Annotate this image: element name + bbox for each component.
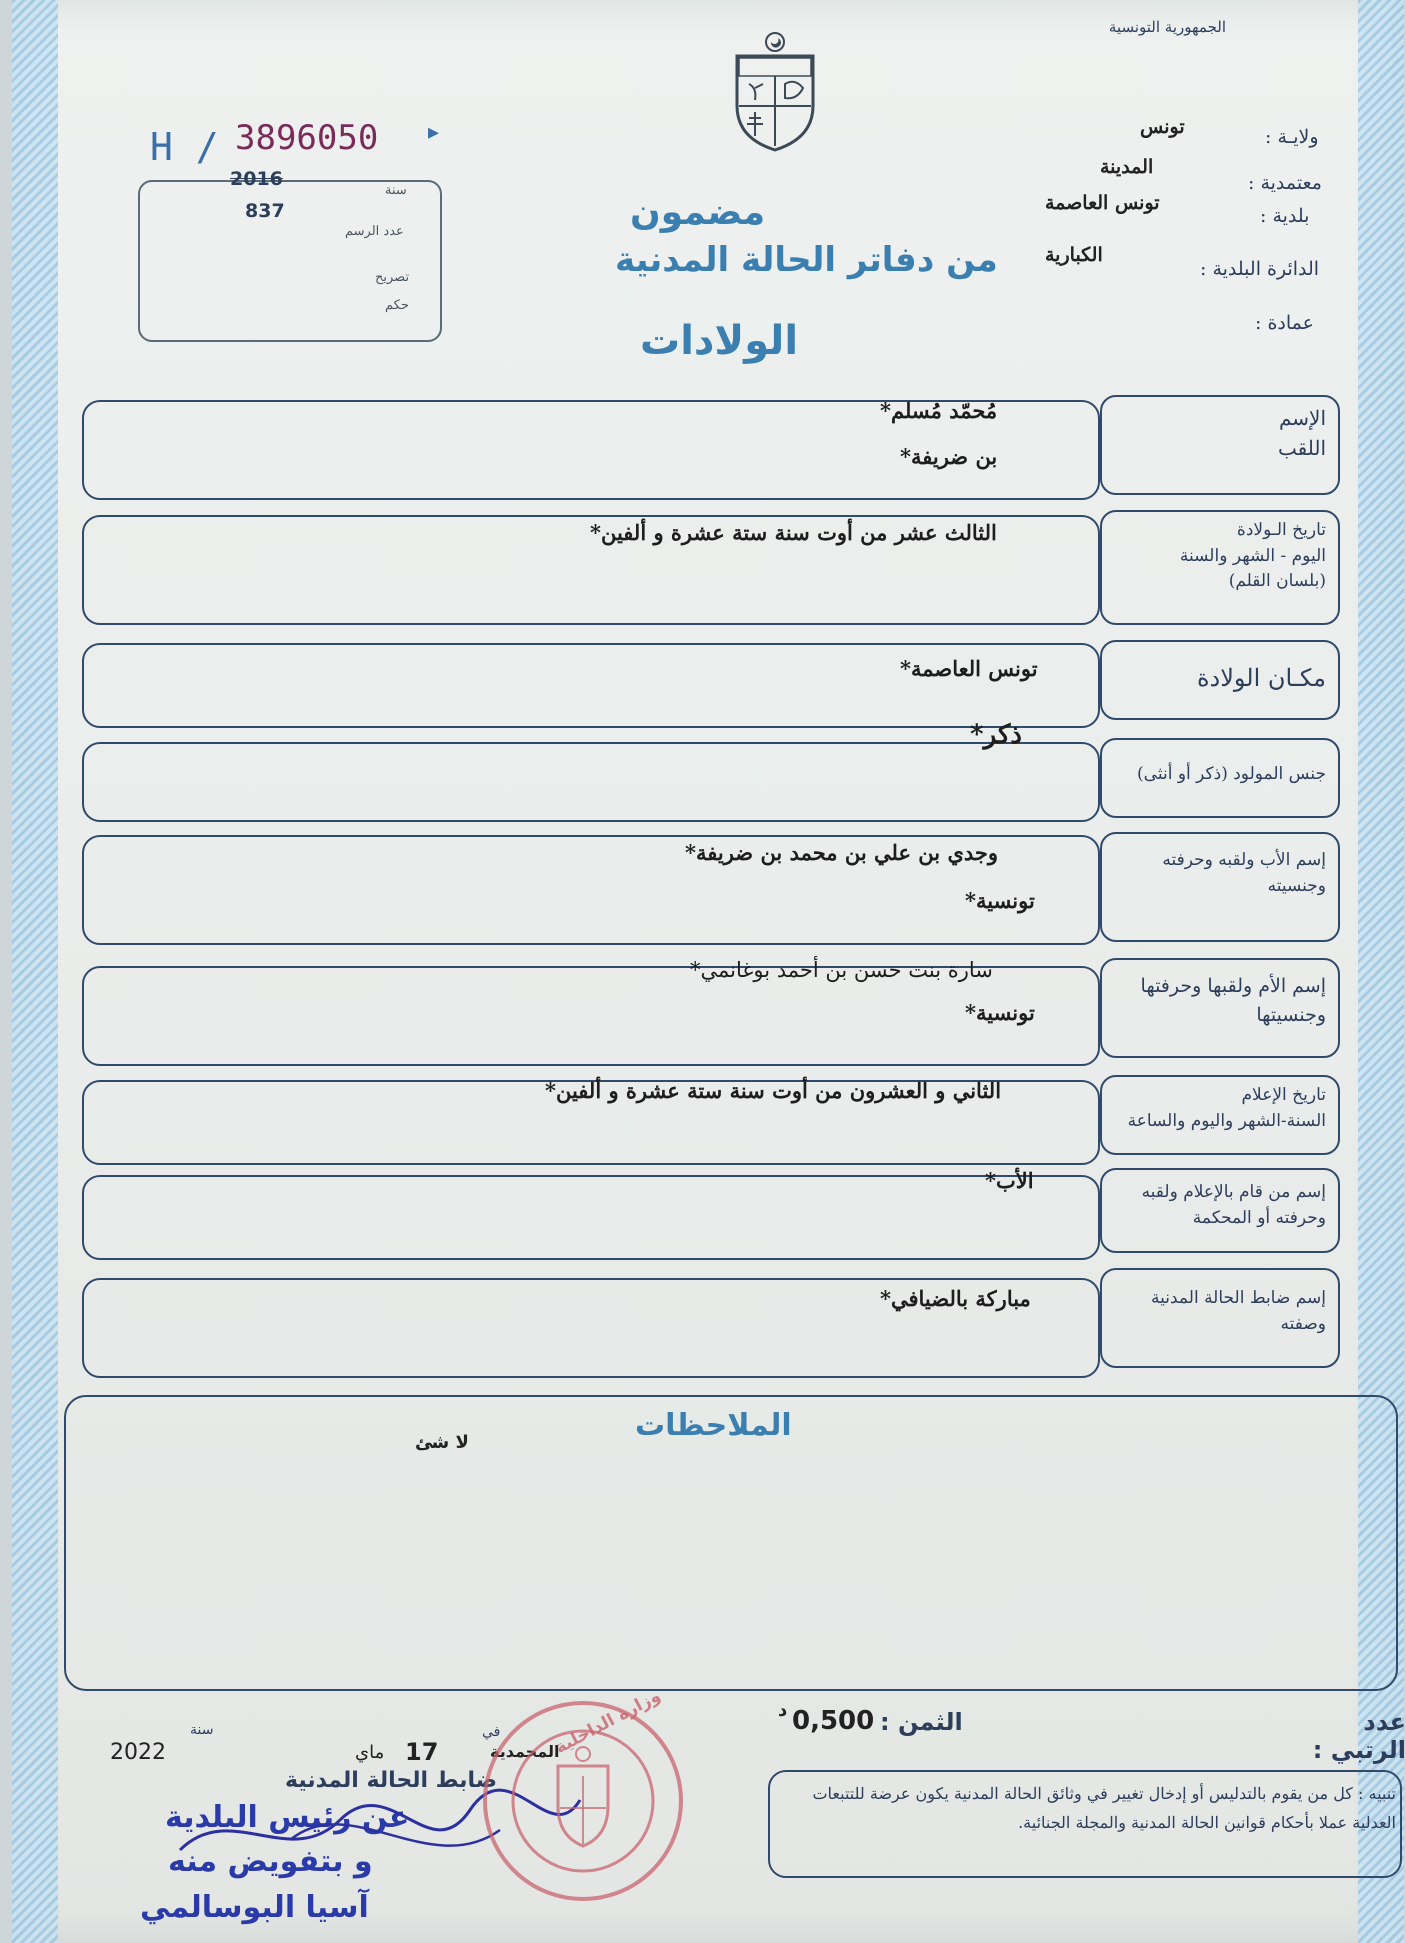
row-label-mother [1100, 958, 1340, 1058]
value-officer: مباركة بالضيافي* [880, 1286, 1031, 1311]
governorate-value: تونس [1140, 116, 1185, 138]
year-label: سنة [190, 1722, 214, 1738]
row-label-line: وصفته [1280, 1313, 1326, 1334]
stamp-delegation-line: و بتفويض منه [168, 1844, 373, 1879]
row-value-box-declarant [82, 1175, 1100, 1260]
row-label-father [1100, 832, 1340, 942]
warning-text: تنبيه : كل من يقوم بالتدليس أو إدخال تغيير في وثائق الحالة المدنية يكون عرضة للتتبعات العدلية عملا بأحكام قوانين الحالة المدنية والمجلة الجنائية. [812, 1784, 1396, 1832]
notes-title: الملاحظات [635, 1408, 792, 1443]
registry-year-value: 2016 [230, 168, 283, 190]
value-birth-date: الثالث عشر من أوت سنة ستة عشرة و ألفين* [590, 520, 997, 545]
row-label-line: وجنسيتها [1256, 1003, 1326, 1026]
coat-of-arms-icon [725, 28, 825, 153]
notes-value: لا شئ [415, 1432, 469, 1453]
issue-year: 2022 [110, 1740, 166, 1765]
serial-mark: ▸ [428, 120, 440, 145]
serial-prefix: H / [150, 125, 219, 169]
serial-number: 3896050 [235, 118, 379, 158]
value-surname: بن ضريفة* [900, 444, 998, 469]
row-label-line: السنة-الشهر واليوم والساعة [1127, 1110, 1326, 1131]
row-label-line: الإسم [1278, 406, 1326, 430]
row-label-line: مكـان الولادة [1196, 664, 1326, 692]
row-label-line: تاريخ الـولادة [1236, 520, 1326, 540]
stamp-signatory-name: آسيا البوسالمي [140, 1890, 369, 1925]
row-value-box-sex [82, 742, 1100, 822]
value-mother-name: سارة بنت حسن بن أحمد بوغانمي* [690, 958, 993, 982]
title-births: الولادات [640, 318, 799, 364]
seal-text: وزارة الداخلية [552, 1685, 665, 1759]
price-unit: د [778, 1700, 788, 1721]
value-mother-nationality: تونسية* [965, 1000, 1035, 1025]
registry-count-value: 837 [245, 200, 285, 222]
value-father-nationality: تونسية* [965, 888, 1035, 913]
row-label-line: تاريخ الإعلام [1241, 1085, 1326, 1105]
decorative-border-left [12, 0, 58, 1943]
district-label: الدائرة البلدية : [1200, 258, 1320, 280]
value-father-name: وجدي بن علي بن محمد بن ضريفة* [685, 840, 999, 865]
row-label-name [1100, 395, 1340, 495]
row-label-line: اللقب [1277, 436, 1326, 460]
stamp-mayor-line: عن رئيس البلدية [165, 1800, 410, 1835]
registry-box [138, 180, 442, 342]
registry-declaration-label: تصريح [375, 270, 410, 285]
row-label-line: وحرفته أو المحكمة [1192, 1207, 1326, 1228]
sector-label: عمادة : [1255, 312, 1314, 334]
value-sex: ذكر* [970, 720, 1022, 750]
delegation-value: المدينة [1100, 156, 1154, 178]
row-label-sex [1100, 738, 1340, 818]
municipality-value: تونس العاصمة [1045, 192, 1160, 214]
row-label-birth-date [1100, 510, 1340, 625]
row-label-officer [1100, 1268, 1340, 1368]
value-declaration-date: الثاني و العشرون من أوت سنة ستة عشرة و ألفين* [545, 1078, 1002, 1103]
place-prep-label: في [482, 1724, 501, 1740]
value-first-name: مُحمّد مُسلم* [880, 398, 998, 423]
value-declarant: الأب* [985, 1168, 1034, 1193]
row-label-line: (بلسان القلم) [1228, 571, 1326, 591]
municipality-label: بلدية : [1260, 205, 1310, 227]
officer-title: ضابط الحالة المدنية [285, 1768, 498, 1793]
value-birth-place: تونس العاصمة* [900, 656, 1038, 681]
row-label-line: إسم من قام بالإعلام ولقبه [1141, 1182, 1326, 1202]
title-extract: مضمون [630, 192, 766, 233]
row-label-line: إسم الأم ولقبها وحرفتها [1140, 975, 1326, 997]
row-label-line: إسم ضابط الحالة المدنية [1151, 1288, 1326, 1308]
row-label-declaration-date [1100, 1075, 1340, 1155]
row-label-declarant [1100, 1168, 1340, 1253]
order-number-label: عدد الرتبي : [1312, 1708, 1406, 1764]
row-label-line: وجنسيته [1267, 875, 1326, 896]
price-value: 0,500 [792, 1706, 875, 1736]
issue-day: 17 [405, 1738, 439, 1766]
price-label: الثمن : [880, 1708, 963, 1736]
delegation-label: معتمدية : [1248, 172, 1322, 194]
row-label-line: اليوم - الشهر والسنة [1179, 545, 1326, 566]
district-value: الكبارية [1045, 244, 1103, 266]
registry-count-label: عدد الرسم [345, 224, 404, 239]
row-label-line: إسم الأب ولقبه وحرفته [1162, 850, 1326, 870]
registry-judgment-label: حكم [385, 298, 409, 313]
registry-year-label: سنة [385, 183, 407, 198]
republic-heading: الجمهورية التونسية [1108, 18, 1226, 36]
row-label-birth-place [1100, 640, 1340, 720]
title-registers: من دفاتر الحالة المدنية [615, 240, 998, 280]
issue-place: المحمدية [490, 1742, 560, 1761]
governorate-label: ولايـة : [1265, 126, 1319, 148]
row-label-line: جنس المولود (ذكر أو أنثى) [1137, 764, 1326, 784]
issue-month: ماي [355, 1742, 385, 1763]
